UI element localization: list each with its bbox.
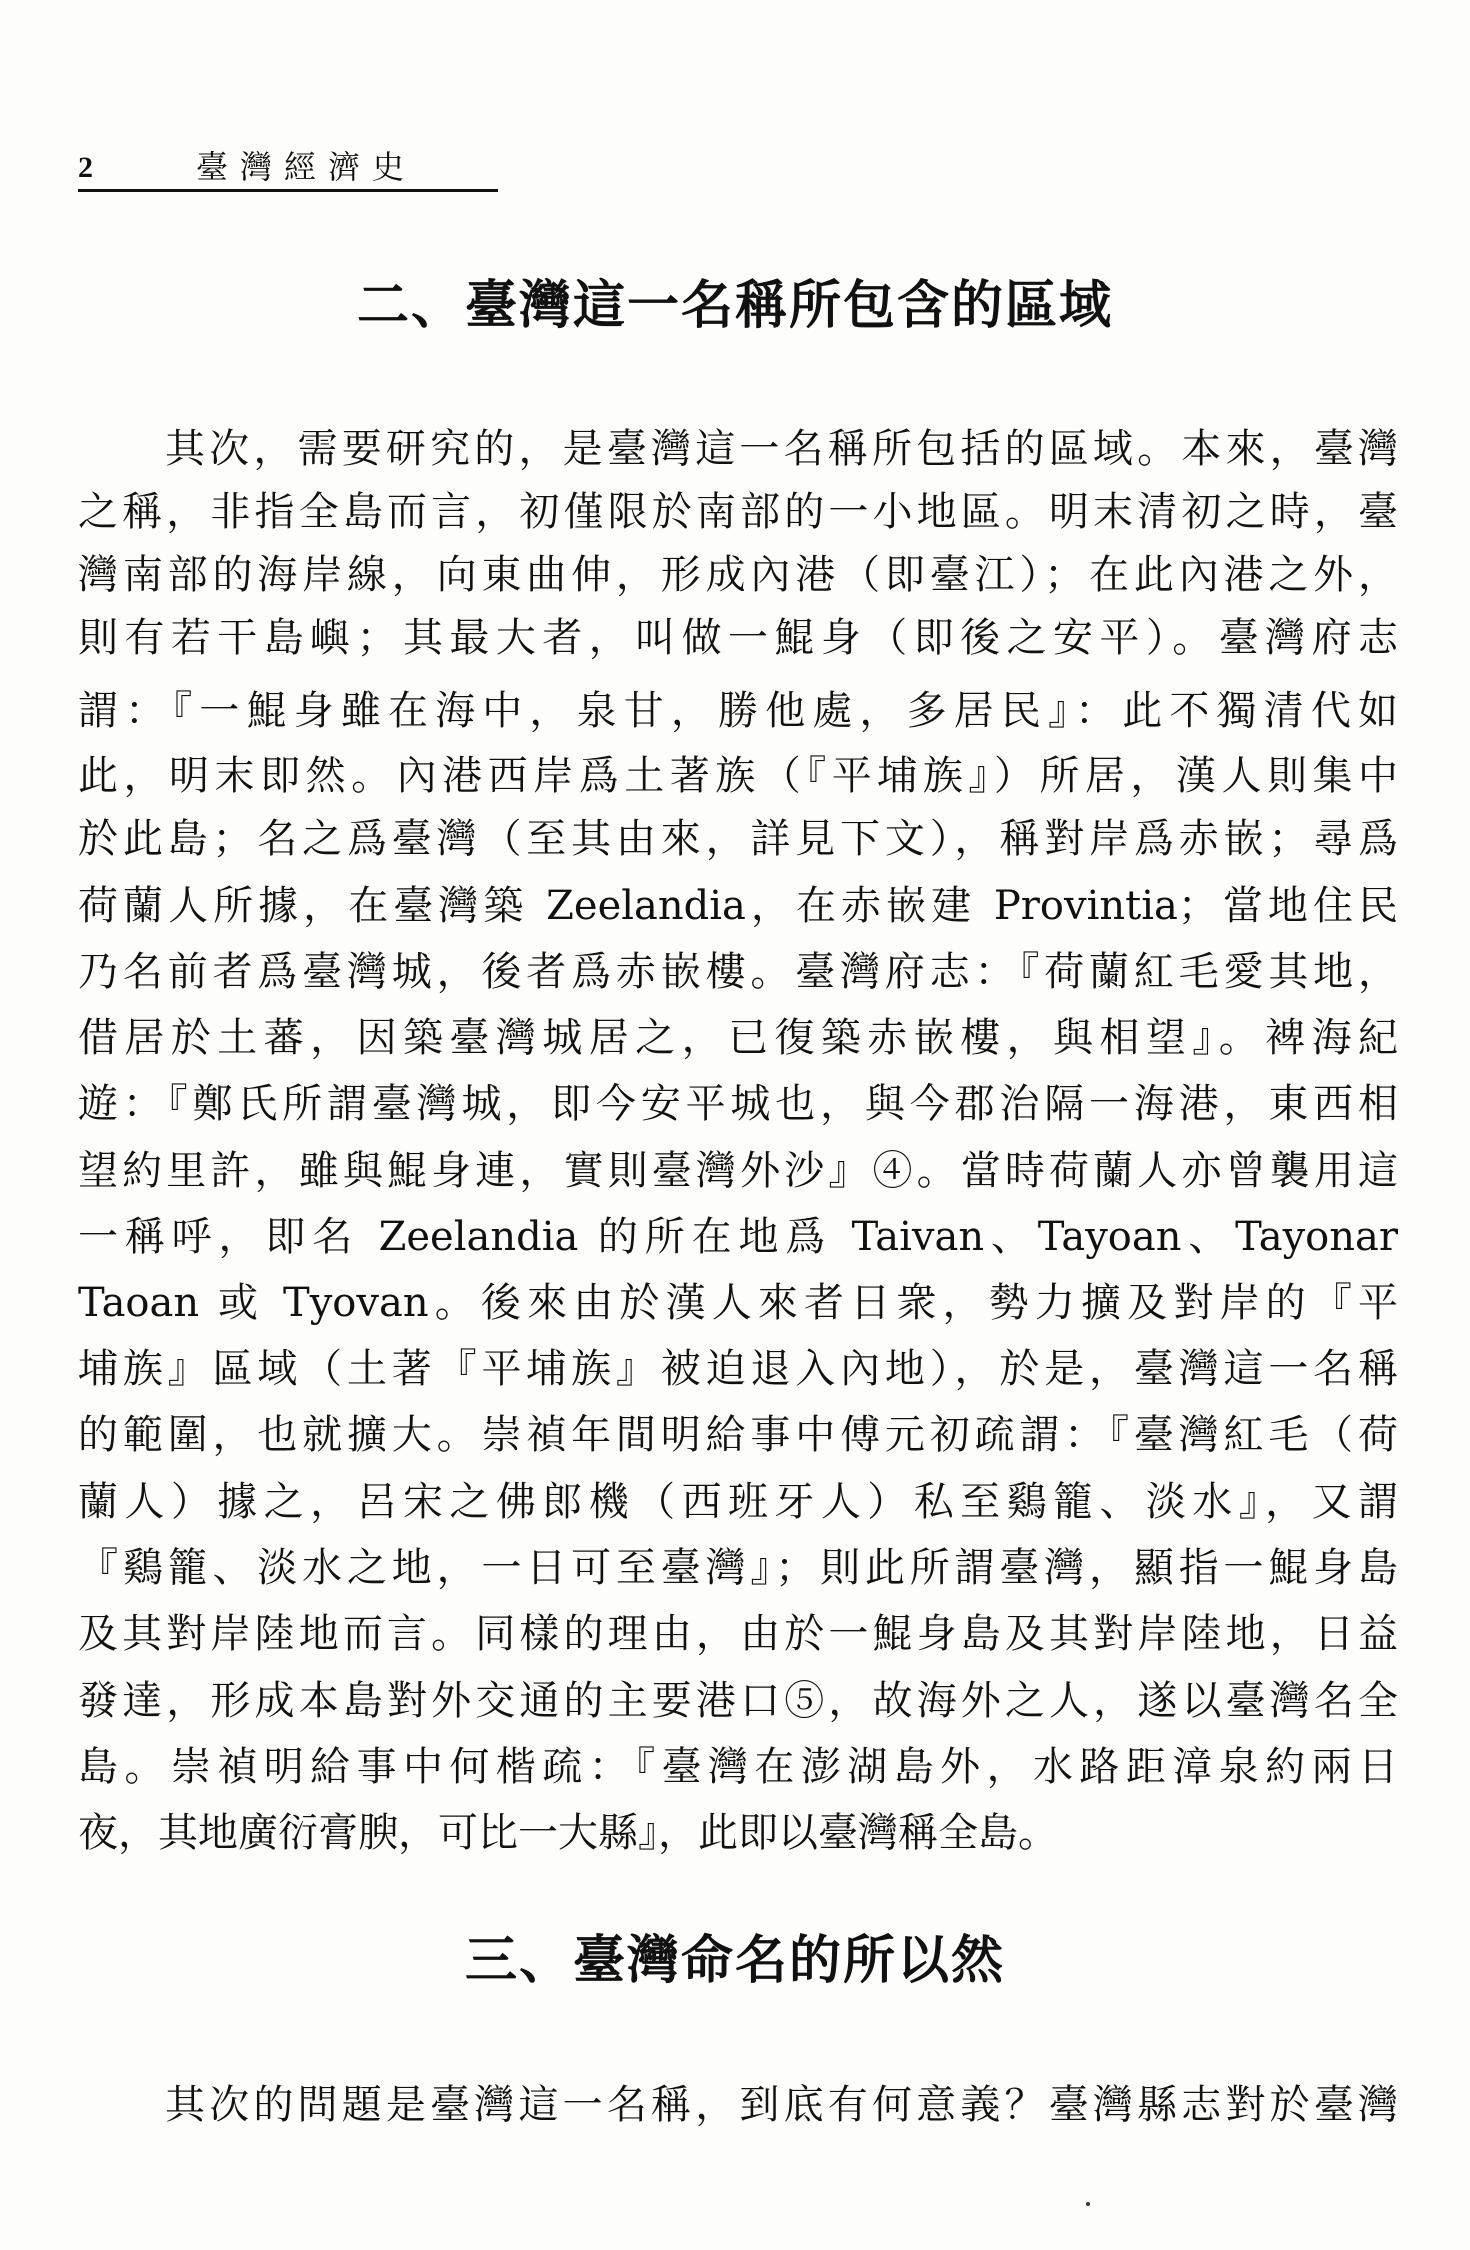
- section-heading: 三、臺灣命名的所以然: [464, 1931, 1005, 1991]
- paragraph-line: 發達，形成本島對外交通的主要港口⑤，故海外之人，遂以臺灣名全: [78, 1678, 1398, 1724]
- paragraph-line: 灣南部的海岸線，向東曲伸，形成內港（即臺江）；在此內港之外，: [78, 552, 1398, 598]
- paragraph-line: 的範圍，也就擴大。崇禎年間明給事中傅元初疏謂：『臺灣紅毛（荷: [78, 1412, 1398, 1458]
- paragraph-line: 乃名前者爲臺灣城，後者爲赤嵌樓。臺灣府志：『荷蘭紅毛愛其地，: [78, 949, 1398, 995]
- paragraph-line: 及其對岸陸地而言。同樣的理由，由於一鯤身島及其對岸陸地，日益: [78, 1611, 1398, 1657]
- paragraph-line: 於此島；名之爲臺灣（至其由來，詳見下文），稱對岸爲赤嵌；尋爲: [78, 816, 1398, 862]
- paragraph-line: Taoan 或 Tyovan。後來由於漢人來者日衆，勢力擴及對岸的『平: [78, 1280, 1398, 1326]
- paragraph-line: 此，明末即然。內港西岸爲土著族（『平埔族』）所居，漢人則集中: [78, 753, 1398, 799]
- paragraph-line: 其次的問題是臺灣這一名稱，到底有何意義？臺灣縣志對於臺灣: [165, 2082, 1398, 2128]
- paragraph-line: 島。崇禎明給事中何楷疏：『臺灣在澎湖島外，水路距漳泉約兩日: [78, 1744, 1398, 1790]
- page-number: 2: [78, 151, 93, 184]
- paragraph-line: 『鷄籠、淡水之地，一日可至臺灣』；則此所謂臺灣，顯指一鯤身島: [78, 1545, 1398, 1591]
- running-header: [78, 140, 498, 192]
- paragraph-line: 謂：『一鯤身雖在海中，泉甘，勝他處，多居民』：此不獨清代如: [78, 688, 1398, 734]
- paragraph-line: 荷蘭人所據，在臺灣築 Zeelandia，在赤嵌建 Provintia；當地住民: [78, 883, 1398, 929]
- paragraph-line: 則有若干島嶼；其最大者，叫做一鯤身（即後之安平）。臺灣府志: [78, 615, 1398, 661]
- paragraph-line: 望約里許，雖與鯤身連，實則臺灣外沙』④。當時荷蘭人亦曾襲用這: [78, 1148, 1398, 1194]
- paragraph-line: 一稱呼，即名 Zeelandia 的所在地爲 Taivan、Tayoan、Tayonar: [78, 1214, 1398, 1260]
- paragraph-line: 之稱，非指全島而言，初僅限於南部的一小地區。明末清初之時，臺: [78, 489, 1398, 535]
- section-heading: 二、臺灣這一名稱所包含的區域: [356, 276, 1113, 336]
- scan-speck: [1086, 2202, 1090, 2206]
- paragraph-line: 借居於土蕃，因築臺灣城居之，已復築赤嵌樓，與相望』。裨海紀: [78, 1015, 1398, 1061]
- paragraph-line: 蘭人）據之，呂宋之佛郎機（西班牙人）私至鷄籠、淡水』，又謂: [78, 1479, 1398, 1525]
- paragraph-line: 遊：『鄭氏所謂臺灣城，即今安平城也，與今郡治隔一海港，東西相: [78, 1081, 1398, 1127]
- paragraph-line: 埔族』區域（土著『平埔族』被迫退入內地），於是，臺灣這一名稱: [78, 1346, 1398, 1392]
- paragraph-line: 其次，需要研究的，是臺灣這一名稱所包括的區域。本來，臺灣: [165, 426, 1398, 472]
- book-title: 臺灣經濟史: [196, 148, 417, 186]
- paragraph-line: 夜，其地廣衍膏腴，可比一大縣』，此即以臺灣稱全島。: [78, 1810, 1058, 1856]
